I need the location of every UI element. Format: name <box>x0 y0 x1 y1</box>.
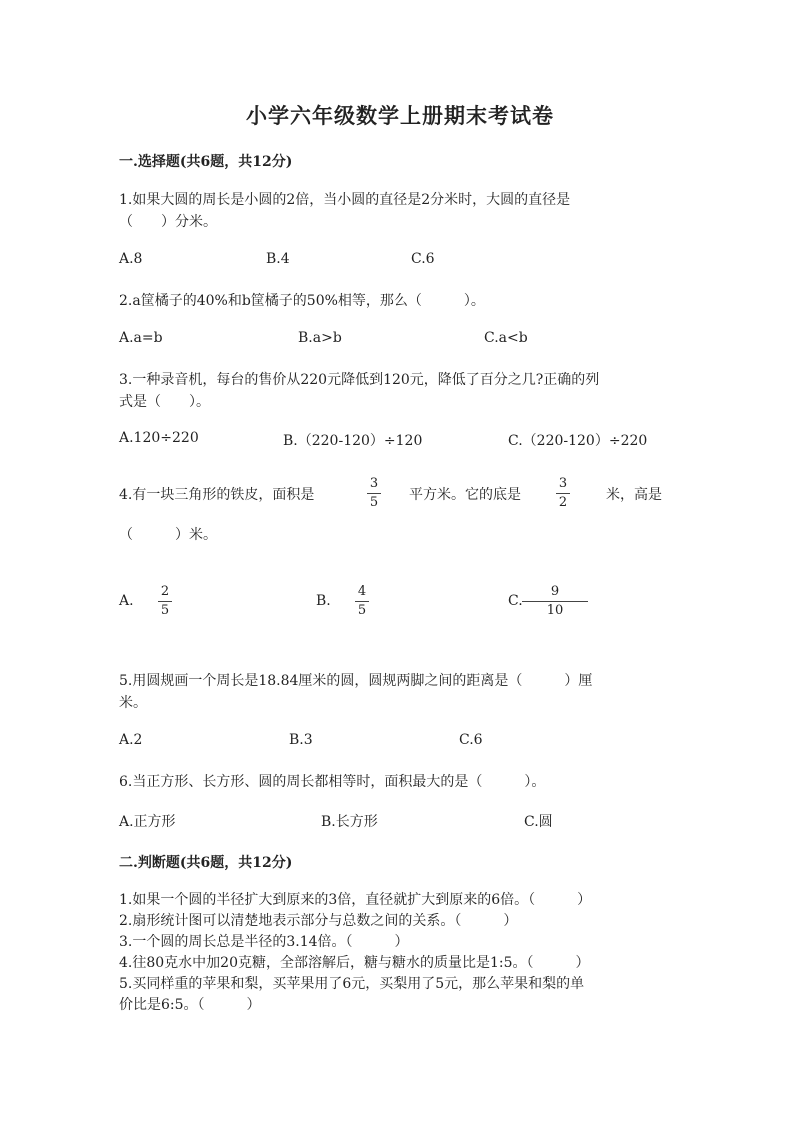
fraction-bar <box>158 601 172 602</box>
judgment-item-4: 4.往80克水中加20克糖，全部溶解后，糖与糖水的质量比是1:5。（ ） <box>119 955 590 971</box>
section-heading-choice: 一.选择题(共6题，共12分) <box>119 154 293 170</box>
fraction-numerator: 4 <box>357 584 367 599</box>
judgment-item-5: 5.买同样重的苹果和梨，买苹果用了6元，买梨用了5元，那么苹果和梨的单 <box>119 976 585 992</box>
fraction-numerator: 9 <box>550 584 560 599</box>
question-4-part-3: 米，高是 <box>606 487 662 503</box>
question-2-text: 2.a筐橘子的40%和b筐橘子的50%相等，那么（ ）。 <box>119 293 485 309</box>
fraction-numerator: 3 <box>369 476 379 491</box>
question-5-option-a: A.2 <box>119 732 143 748</box>
question-2-option-c: C.a<b <box>484 330 528 346</box>
fraction-bar <box>522 601 588 602</box>
question-4-option-a-label: A. <box>119 593 134 609</box>
question-6-option-b: B.长方形 <box>321 814 378 830</box>
fraction-numerator: 3 <box>558 476 568 491</box>
judgment-item-2: 2.扇形统计图可以清楚地表示部分与总数之间的关系。（ ） <box>119 913 518 929</box>
question-5-option-b: B.3 <box>289 732 313 748</box>
question-4-line-2: （ ）米。 <box>119 527 217 543</box>
question-4-option-b-fraction <box>355 584 369 619</box>
question-6-text: 6.当正方形、长方形、圆的周长都相等时，面积最大的是（ ）。 <box>119 774 546 790</box>
question-6-option-c: C.圆 <box>524 814 553 830</box>
judgment-item-5-line-2: 价比是6:5。（ ） <box>119 997 261 1013</box>
question-4-part-2: 平方米。它的底是 <box>409 487 521 503</box>
question-4-option-a-fraction <box>158 584 172 619</box>
question-3-option-c: C.（220-120）÷220 <box>508 433 648 449</box>
question-4-option-b-label: B. <box>316 593 331 609</box>
question-4-option-c-label: C. <box>508 593 523 609</box>
question-6-option-a: A.正方形 <box>119 814 176 830</box>
judgment-item-1: 1.如果一个圆的半径扩大到原来的3倍，直径就扩大到原来的6倍。（ ） <box>119 892 592 908</box>
section-heading-judgment: 二.判断题(共6题，共12分) <box>119 855 293 871</box>
question-5-option-c: C.6 <box>459 732 483 748</box>
judgment-item-3: 3.一个圆的周长总是半径的3.14倍。（ ） <box>119 934 409 950</box>
question-4-area-fraction <box>367 476 381 511</box>
question-4-option-c-fraction <box>522 584 588 619</box>
question-1-option-c: C.6 <box>411 251 435 267</box>
page-title: 小学六年级数学上册期末考试卷 <box>246 103 554 128</box>
question-3-line-1: 3.一种录音机，每台的售价从220元降低到120元，降低了百分之几?正确的列 <box>119 372 600 388</box>
fraction-bar <box>556 493 570 494</box>
fraction-denominator: 5 <box>160 603 170 618</box>
fraction-bar <box>367 493 381 494</box>
fraction-denominator: 10 <box>546 603 564 618</box>
question-4-base-fraction <box>556 476 570 511</box>
question-3-option-a: A.120÷220 <box>119 430 199 446</box>
fraction-denominator: 2 <box>558 495 568 510</box>
question-1-line-2: （ ）分米。 <box>119 214 217 230</box>
fraction-denominator: 5 <box>357 603 367 618</box>
question-4-part-1: 4.有一块三角形的铁皮，面积是 <box>119 487 315 503</box>
question-3-line-2: 式是（ ）。 <box>119 394 210 410</box>
fraction-denominator: 5 <box>369 495 379 510</box>
question-1-option-b: B.4 <box>266 251 290 267</box>
question-1-line-1: 1.如果大圆的周长是小圆的2倍，当小圆的直径是2分米时，大圆的直径是 <box>119 192 571 208</box>
question-5-line-2: 米。 <box>119 695 147 711</box>
fraction-bar <box>355 601 369 602</box>
question-5-line-1: 5.用圆规画一个周长是18.84厘米的圆，圆规两脚之间的距离是（ ）厘 <box>119 673 593 689</box>
fraction-numerator: 2 <box>160 584 170 599</box>
question-3-option-b: B.（220-120）÷120 <box>283 433 423 449</box>
question-2-option-a: A.a=b <box>119 330 163 346</box>
question-2-option-b: B.a>b <box>298 330 342 346</box>
question-1-option-a: A.8 <box>119 251 143 267</box>
